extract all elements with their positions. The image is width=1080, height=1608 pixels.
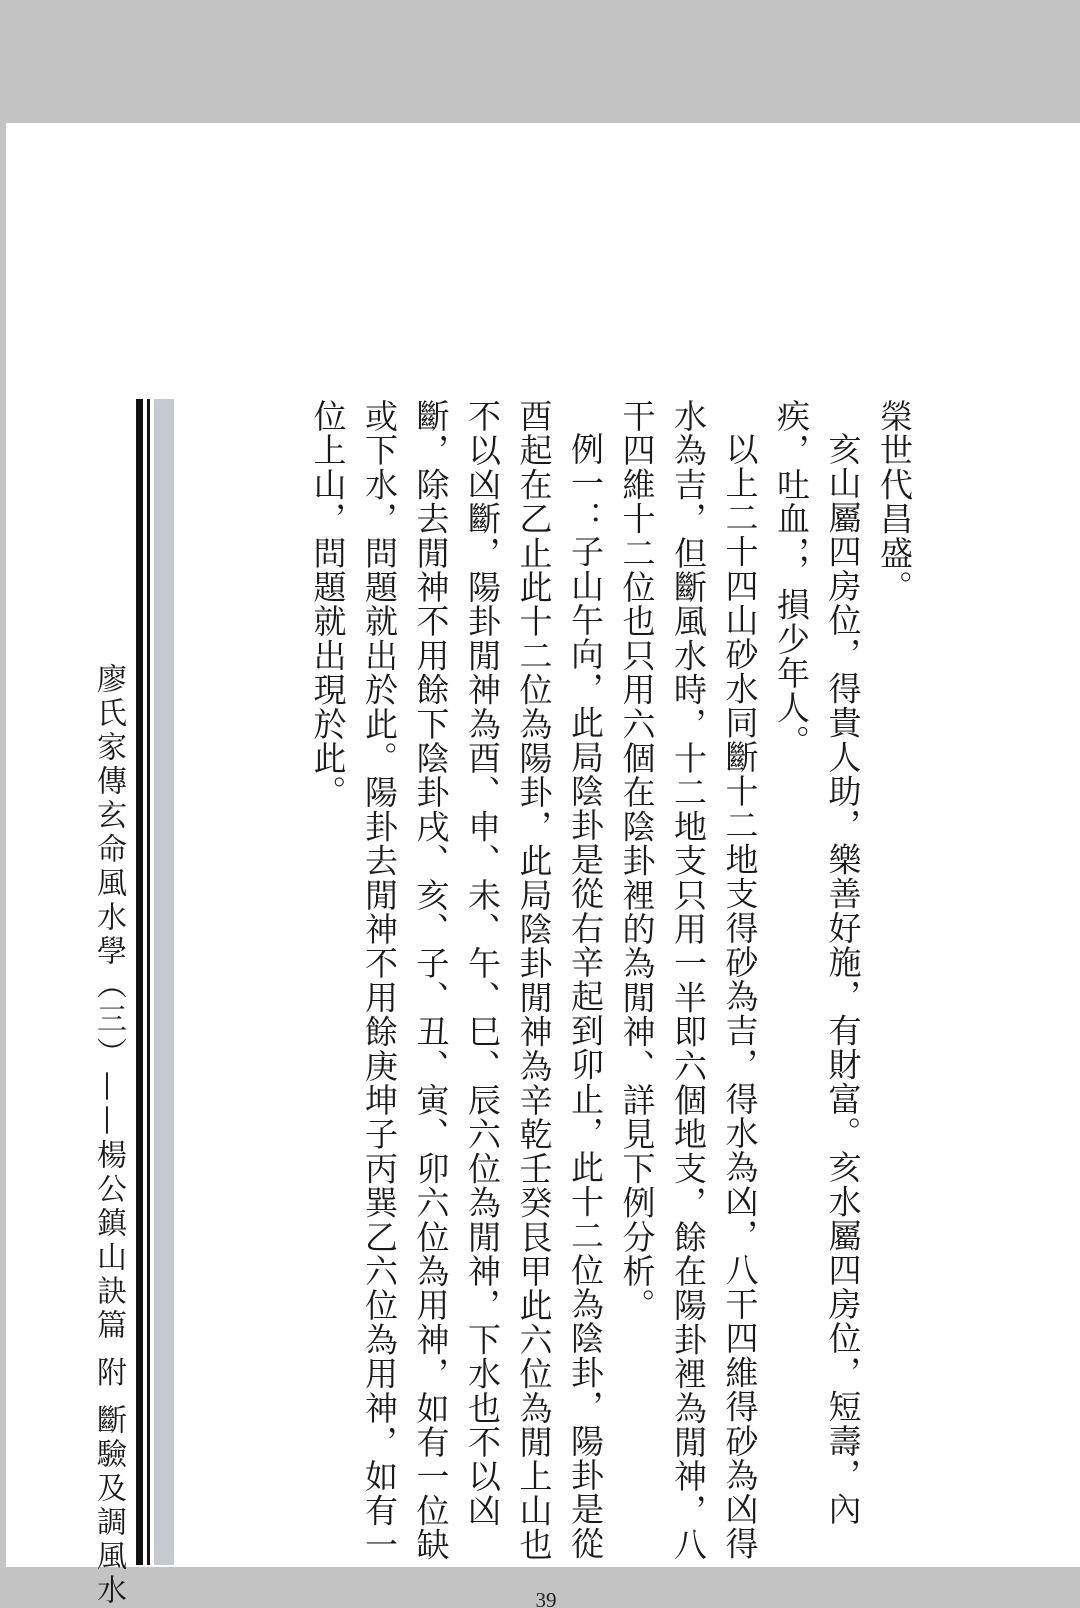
paragraph-3: 以上二十四山砂水同斷十二地支得砂為吉，得水為凶，八干四維得砂為凶得水為吉，但斷風水時，十二地支只用一半即六個地支，餘在陽卦裡為閒神，八干四維十二位也只用六個在陰卦裡的為閒神、詳見下例分析。 bbox=[617, 399, 760, 1562]
body-text bbox=[302, 399, 920, 1569]
paragraph-2: 亥山屬四房位，得貴人助，樂善好施，有財富。亥水屬四房位，短壽，內疾，吐血，，損少年人。 bbox=[772, 399, 863, 1527]
running-title-text: 廖氏家傳玄命風水學（三）——楊公鎮山訣篇 附 斷驗及調風水 bbox=[91, 663, 126, 1608]
margin-rule-thick bbox=[136, 399, 143, 1565]
page-number: 39 bbox=[535, 1588, 557, 1608]
paragraph-1: 榮世代昌盛。 bbox=[875, 399, 914, 605]
paragraph-4: 例一：子山午向，此局陰卦是從右辛起到卯止，此十二位為陰卦，陽卦是從酉起在乙止此十二位為陽卦，此局陰卦閒神為辛乾壬癸艮甲此六位為閒上山也不以凶斷，陽卦閒神為酉、申、未、午、巳、辰六位為閒神，下水也不以凶斷，除去閒神不用餘下陰卦戌、亥、子、丑、寅、卯六位為用神，如有一位缺或下水，問題就出於此。陽卦去閒神不用餘庚坤子丙巽乙六位為用神，如有一位上山，問題就出現於此。 bbox=[308, 399, 605, 1562]
margin-rule-thin bbox=[147, 399, 150, 1565]
margin-rule-band bbox=[154, 399, 174, 1565]
book-page bbox=[6, 123, 1080, 1608]
running-title bbox=[84, 663, 132, 1608]
